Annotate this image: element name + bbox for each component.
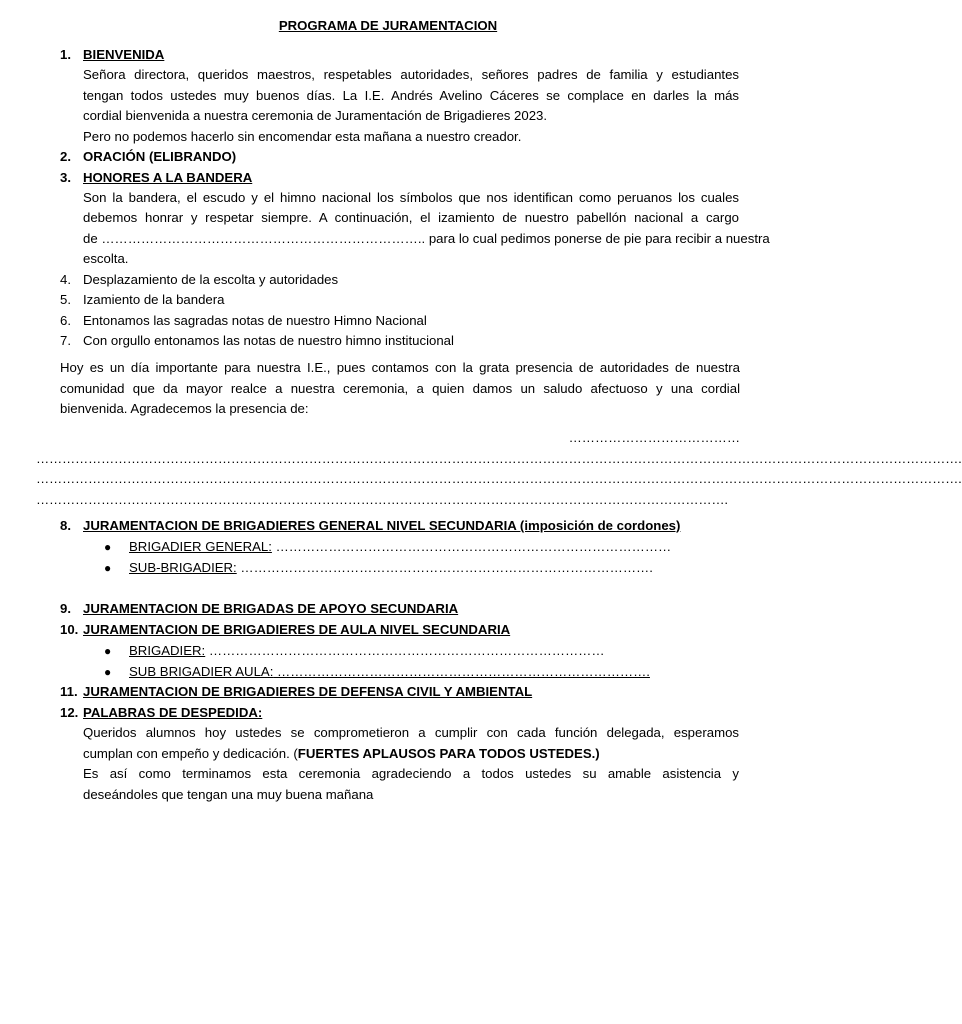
bullet-icon: ● [104,540,112,554]
item-7-number: 7. [60,333,71,348]
bullet-label: BRIGADIER GENERAL: [129,539,272,554]
item-12-heading: PALABRAS DE DESPEDIDA: [83,705,263,720]
bullet-item [129,558,653,578]
item-6-text: Entonamos las sagradas notas de nuestro Himno Nacional [83,313,427,328]
item-1-line: tengan todos ustedes muy buenos días. La I.E. Andrés Avelino Cáceres se complace en darles la más [83,88,739,103]
item-1-line: Señora directora, queridos maestros, respetables autoridades, señores padres de familia y estudiantes [83,67,739,82]
item-10-number: 10. [60,622,79,637]
item-9-number: 9. [60,601,71,616]
item-4-number: 4. [60,272,71,287]
bullet-item [129,662,650,682]
item-3-line: de ……………………………………………………………….. para lo cual pedimos ponerse de pie para recibir a nuestra [83,231,770,246]
item-6-number: 6. [60,313,71,328]
dotted-line: ……………………………………………………………………………………………………………………………………………. [36,492,728,507]
item-3-last-line: escolta. [83,251,129,266]
item-9-heading: JURAMENTACION DE BRIGADAS DE APOYO SECUNDARIA [83,601,459,616]
item-8-number: 8. [60,518,71,533]
bullet-dots: …………………………………………………………………………………. [236,560,653,575]
item-1-extra: Pero no podemos hacerlo sin encomendar esta mañana a nuestro creador. [83,129,522,144]
item-12-line: Queridos alumnos hoy ustedes se comprometieron a cumplir con cada función delegada, esperamos [83,725,739,740]
dotted-line-short: ………………………………… [568,430,740,445]
item-3-number: 3. [60,170,71,185]
dotted-line: ……………………………………………………………………………………………………………………………………………………………………………………………. [36,451,962,466]
item-12-line-bold: FUERTES APLAUSOS PARA TODOS USTEDES.) [297,746,600,761]
paragraph-line: comunidad que da mayor realce a nuestra ceremonia, a quien damos un saludo afectuoso y una cordial [60,381,740,396]
item-3-line: Son la bandera, el escudo y el himno nacional los símbolos que nos identifican como peruanos los cuales [83,190,739,205]
bullet-label: SUB-BRIGADIER: [129,560,237,575]
bullet-label: SUB BRIGADIER AULA: [129,664,274,679]
bullet-icon: ● [104,644,112,658]
item-3-line: debemos honrar y respetar siempre. A continuación, el izamiento de nuestro pabellón nacional a cargo [83,210,739,225]
item-11-number: 11. [60,684,78,699]
bullet-dots: ……………………………………………………………………………… [205,643,605,658]
item-2-heading: ORACIÓN (ELIBRANDO) [83,149,237,164]
bullet-item [129,537,671,557]
bullet-icon: ● [104,665,112,679]
item-5-text: Izamiento de la bandera [83,292,225,307]
item-8-heading: JURAMENTACION DE BRIGADIERES GENERAL NIVEL SECUNDARIA (imposición de cordones) [83,518,681,533]
paragraph-last-line: bienvenida. Agradecemos la presencia de: [60,401,309,416]
bullet-icon: ● [104,561,112,575]
item-11-heading: JURAMENTACION DE BRIGADIERES DE DEFENSA CIVIL Y AMBIENTAL [83,684,533,699]
item-5-number: 5. [60,292,71,307]
item-2-number: 2. [60,149,71,164]
item-12-line: deseándoles que tengan una muy buena mañana [83,787,374,802]
item-4-text: Desplazamiento de la escolta y autoridades [83,272,339,287]
item-12-line-text: cumplan con empeño y dedicación. ( [83,746,298,761]
item-1-last-line: cordial bienvenida a nuestra ceremonia de Juramentación de Brigadieres 2023. [83,108,548,123]
document-title: PROGRAMA DE JURAMENTACION [278,18,498,33]
item-1-number: 1. [60,47,71,62]
item-12-number: 12. [60,705,79,720]
item-10-heading: JURAMENTACION DE BRIGADIERES DE AULA NIVEL SECUNDARIA [83,622,511,637]
item-12-line [83,744,600,764]
item-7-text: Con orgullo entonamos las notas de nuestro himno institucional [83,333,454,348]
dotted-line: ……………………………………………………………………………………………………………………………………………………………………………………………. [36,471,962,486]
bullet-item [129,641,605,661]
bullet-dots: …………………………………………………………………………. [273,664,650,679]
paragraph-line: Hoy es un día importante para nuestra I.E., pues contamos con la grata presencia de autoridades de nuestra [60,360,740,375]
item-3-heading: HONORES A LA BANDERA [83,170,253,185]
item-1-heading: BIENVENIDA [83,47,165,62]
item-12-line: Es así como terminamos esta ceremonia agradeciendo a todos ustedes su amable asistencia y [83,766,739,781]
bullet-dots: ……………………………………………………………………………… [271,539,672,554]
bullet-label: BRIGADIER: [129,643,206,658]
